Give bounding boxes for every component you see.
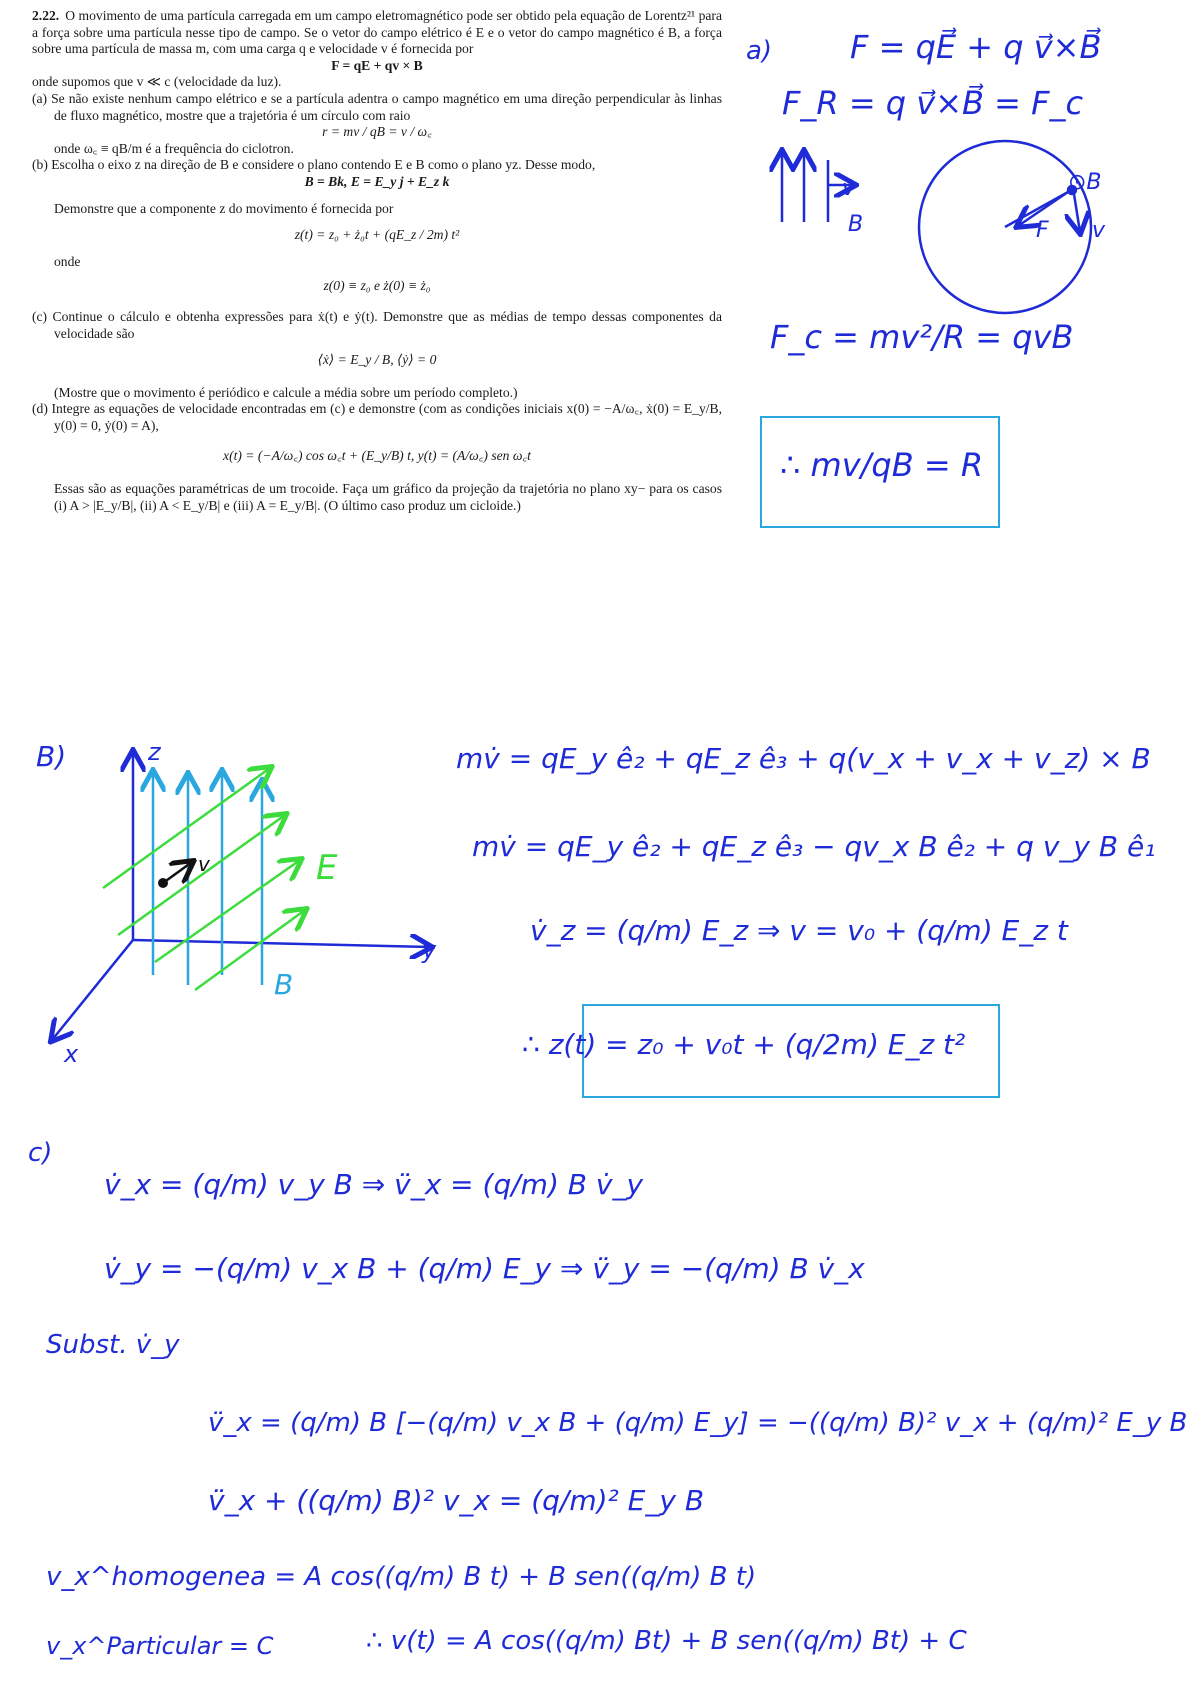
note-c-label: c) <box>28 1138 53 1168</box>
assumption: onde supomos que v ≪ c (velocidade da luz). <box>32 74 282 90</box>
part-d-end: Essas são as equações paramétricas de um trocoide. Faça um gráfico da projeção da trajetória no plano xy− para os casos (i) A > |E_y/B|, (ii) A < E_y/B| e (iii) A = E_y/B|. (O último caso produz um cicloide.) <box>54 481 722 513</box>
axis-y-label: y <box>422 936 437 964</box>
axis-x-label: x <box>64 1040 79 1068</box>
note-a-label: a) <box>746 36 773 66</box>
note-c-line2: v̇_y = −(q/m) v_x B + (q/m) E_y ⇒ v̈_y = −(q/m) B v̇_x <box>104 1252 865 1285</box>
note-a-fc: F_c = mv²/R = qvB <box>770 318 1074 356</box>
note-b-line2: mv̇ = qE_y ê₂ + qE_z ê₃ − qv_x B ê₂ + q v_y B ê₁ <box>472 830 1156 863</box>
part-b-demo: Demonstre que a componente z do movimento é fornecida por <box>54 200 394 216</box>
note-c-line1: v̇_x = (q/m) v_y B ⇒ v̈_x = (q/m) B v̇_y <box>104 1168 644 1201</box>
fig-v-label: v <box>842 176 856 201</box>
note-b-result: ∴ z(t) = z₀ + v₀t + (q/2m) E_z t² <box>522 1028 966 1061</box>
part-b-z-equation: z(t) = z₀ + ż₀t + (qE_z / 2m) t² <box>294 227 460 243</box>
part-c-note: (Mostre que o movimento é periódico e calcule a média sobre um período completo.) <box>54 384 518 400</box>
part-b-text: (b) Escolha o eixo z na direção de B e considere o plano contendo E e B como o plano yz. Desse modo, <box>32 157 596 173</box>
note-c-line4: v̈_x + ((q/m) B)² v_x = (q/m)² E_y B <box>208 1484 705 1517</box>
part-b-onde: onde <box>54 253 81 269</box>
circle-b-label: ⊙B <box>1068 170 1102 195</box>
part-a-text: (a) Se não existe nenhum campo elétrico e se a partícula adentra o campo magnético em uma direção perpendicular às linhas de fluxo magnético, mostre que a trajetória é um círculo com raio <box>32 90 722 123</box>
part-b-initial: z(0) ≡ z₀ e ż(0) ≡ ż₀ <box>323 278 431 294</box>
note-c-solution: ∴ v(t) = A cos((q/m) Bt) + B sen((q/m) Bt) + C <box>366 1626 967 1656</box>
note-a-line2: F_R = q v⃗×B⃗ = F_c <box>782 84 1084 122</box>
problem-intro: 2.22. O movimento de uma partícula carregada em um campo eletromagnético pode ser obtido pela equação de Lorentz²¹ para a força sobre uma partícula nesse tipo de campo. Se o vetor do campo elétrico é E e o vetor do campo magnético é B, a força sobre uma partícula de massa m, com uma carga q e velocidade v é fornecida por <box>32 8 722 57</box>
note-b-line3: v̇_z = (q/m) E_z ⇒ v = v₀ + (q/m) E_z t <box>530 914 1068 947</box>
note-b-label: B) <box>36 740 67 773</box>
part-c-text: (c) Continue o cálculo e obtenha expressões para ẋ(t) e ẏ(t). Demonstre que as médias de tempo dessas componentes da velocidade são <box>32 308 722 341</box>
part-a-where: onde ω꜀ ≡ qB/m é a frequência do ciclotron. <box>54 140 294 156</box>
lorentz-equation: F = qE + qv × B <box>331 57 423 73</box>
b-field-label: B <box>274 968 294 1001</box>
part-d-equation: x(t) = (−A/ω꜀) cos ω꜀t + (E_y/B) t, y(t) = (A/ω꜀) sen ω꜀t <box>223 448 531 464</box>
part-b-fields: B = Bk, E = E_y j + E_z k <box>304 173 450 189</box>
axes-3d <box>52 752 430 1040</box>
x-axis <box>52 940 133 1040</box>
note-c-homogeneous: v_x^homogenea = A cos((q/m) B t) + B sen((q/m) B t) <box>46 1562 757 1592</box>
part-c-equation: ⟨ẋ⟩ = E_y / B, ⟨ẏ⟩ = 0 <box>317 352 437 368</box>
velocity-arrow <box>1074 194 1080 232</box>
part-a-equation: r = mv / qB = v / ω꜀ <box>322 124 432 140</box>
circle-v-label: v <box>1092 218 1106 243</box>
problem-number: 2.22. <box>32 8 60 23</box>
note-c-subst: Subst. v̇_y <box>46 1330 180 1360</box>
note-c-particular: v_x^Particular = C <box>46 1632 274 1660</box>
note-a-line1: F = qE⃗ + q v⃗×B⃗ <box>850 28 1102 66</box>
e-field-label: E <box>316 848 338 888</box>
note-b-line1: mv̇ = qE_y ê₂ + qE_z ê₃ + q(v_x + v_x + v_z) × B <box>456 742 1151 775</box>
axis-z-label: z <box>148 738 161 766</box>
fig-b-label: B <box>848 212 864 237</box>
particle-v-label: v <box>198 852 210 876</box>
note-a-result: ∴ mv/qB = R <box>780 446 984 484</box>
note-c-line3: v̈_x = (q/m) B [−(q/m) v_x B + (q/m) E_y] = −((q/m) B)² v_x + (q/m)² E_y B <box>208 1408 1188 1438</box>
part-d-text: (d) Integre as equações de velocidade encontradas em (c) e demonstre (com as condições iniciais x(0) = −A/ω꜀, ẋ(0) = E_y/B, y(0) = 0, ẏ(0) = A), <box>32 401 722 433</box>
circle-f-label: F <box>1036 218 1049 243</box>
circle-trajectory <box>919 141 1091 313</box>
